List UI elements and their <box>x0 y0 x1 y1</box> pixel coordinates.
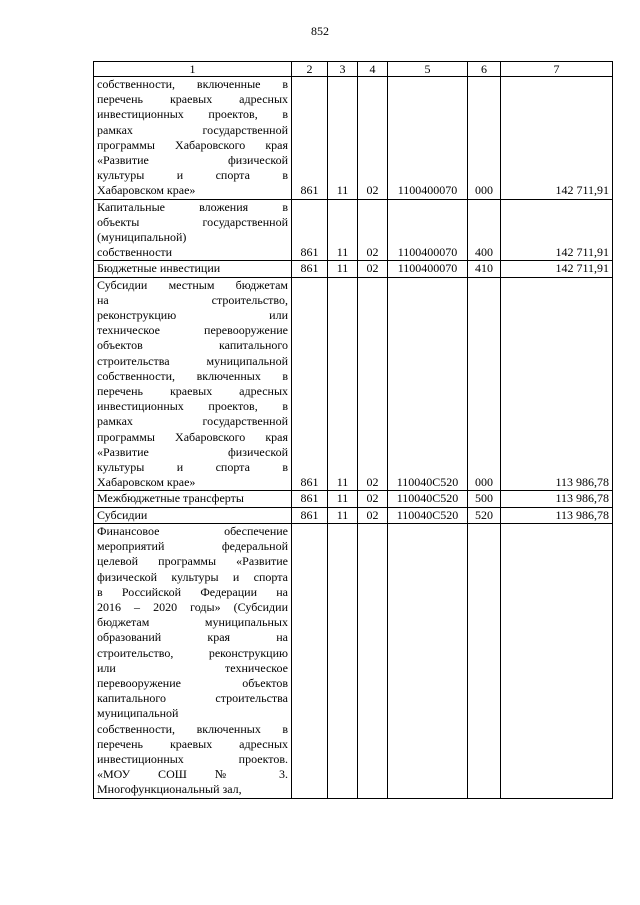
table-row <box>94 277 613 491</box>
row-description <box>94 523 292 798</box>
description-line: на строительство, <box>97 292 288 307</box>
row-description <box>94 277 292 491</box>
cell-amount <box>501 523 613 798</box>
cell-amount: 142 711,91 <box>501 261 613 277</box>
description-line: «МОУ СОШ № 3. <box>97 767 288 782</box>
description-line: Субсидии <box>97 507 148 522</box>
cell-section: 11 <box>328 507 358 523</box>
description-line: рамках государственной <box>97 414 288 429</box>
cell-expense-type <box>468 523 501 798</box>
description-line: объектов капитального <box>97 338 288 353</box>
header-row <box>94 62 613 77</box>
cell-subsection: 02 <box>358 491 388 507</box>
description-line: Хабаровском крае» <box>97 475 196 490</box>
table-row <box>94 261 613 277</box>
description-line: «Развитие физической <box>97 444 288 459</box>
description-line: программы Хабаровского края <box>97 137 288 152</box>
description-line: рамках государственной <box>97 122 288 137</box>
cell-expense-type: 500 <box>468 491 501 507</box>
row-description <box>94 491 292 507</box>
cell-chapter: 861 <box>292 77 328 200</box>
description-line: «Развитие физической <box>97 153 288 168</box>
row-description <box>94 507 292 523</box>
cell-target-article: 1100400070 <box>388 199 468 261</box>
cell-subsection: 02 <box>358 261 388 277</box>
description-line: инвестиционных проектов, в <box>97 107 288 122</box>
cell-target-article: 110040С520 <box>388 491 468 507</box>
description-line: объекты государственной <box>97 214 288 229</box>
cell-chapter: 861 <box>292 491 328 507</box>
description-line: культуры и спорта в <box>97 168 288 183</box>
cell-amount: 113 986,78 <box>501 277 613 491</box>
cell-chapter <box>292 523 328 798</box>
col-header-2: 2 <box>292 62 328 77</box>
cell-subsection: 02 <box>358 199 388 261</box>
description-line: строительства муниципальной <box>97 353 288 368</box>
cell-target-article: 110040С520 <box>388 507 468 523</box>
description-line: (муниципальной) <box>97 230 187 245</box>
col-header-7: 7 <box>501 62 613 77</box>
description-line: бюджетам муниципальных <box>97 615 288 630</box>
budget-table <box>93 61 613 799</box>
cell-chapter: 861 <box>292 261 328 277</box>
description-line: перечень краевых адресных <box>97 384 288 399</box>
cell-target-article: 1100400070 <box>388 77 468 200</box>
cell-section: 11 <box>328 199 358 261</box>
description-line: инвестиционных проектов. <box>97 751 288 766</box>
col-header-6: 6 <box>468 62 501 77</box>
cell-expense-type: 000 <box>468 277 501 491</box>
description-line: строительство, реконструкцию <box>97 645 288 660</box>
col-header-4: 4 <box>358 62 388 77</box>
description-line: муниципальной <box>97 706 179 721</box>
description-line: или техническое <box>97 660 288 675</box>
description-line: мероприятий федеральной <box>97 539 288 554</box>
cell-expense-type: 520 <box>468 507 501 523</box>
description-line: техническое перевооружение <box>97 323 288 338</box>
description-line: перечень краевых адресных <box>97 92 288 107</box>
description-line: собственности, включенных в <box>97 368 288 383</box>
description-line: 2016 – 2020 годы» (Субсидии <box>97 599 288 614</box>
col-header-1: 1 <box>94 62 292 77</box>
cell-subsection: 02 <box>358 507 388 523</box>
table-row <box>94 77 613 200</box>
cell-amount: 142 711,91 <box>501 199 613 261</box>
cell-amount: 113 986,78 <box>501 507 613 523</box>
cell-section <box>328 523 358 798</box>
description-line: Финансовое обеспечение <box>97 523 288 538</box>
page-number: 852 <box>311 24 329 38</box>
description-line: Межбюджетные трансферты <box>97 491 244 506</box>
description-line: перевооружение объектов <box>97 675 288 690</box>
description-line: капитального строительства <box>97 691 288 706</box>
cell-chapter: 861 <box>292 507 328 523</box>
description-line: целевой программы «Развитие <box>97 554 288 569</box>
description-line: инвестиционных проектов, в <box>97 399 288 414</box>
description-line: программы Хабаровского края <box>97 429 288 444</box>
row-description <box>94 77 292 200</box>
cell-subsection <box>358 523 388 798</box>
cell-amount: 113 986,78 <box>501 491 613 507</box>
cell-section: 11 <box>328 77 358 200</box>
description-line: собственности, включенных в <box>97 721 288 736</box>
description-line: культуры и спорта в <box>97 460 288 475</box>
cell-target-article: 110040С520 <box>388 277 468 491</box>
description-line: Бюджетные инвестиции <box>97 261 221 276</box>
table-row <box>94 491 613 507</box>
cell-expense-type: 400 <box>468 199 501 261</box>
table-row <box>94 507 613 523</box>
cell-section: 11 <box>328 491 358 507</box>
cell-expense-type: 000 <box>468 77 501 200</box>
cell-subsection: 02 <box>358 277 388 491</box>
cell-section: 11 <box>328 277 358 491</box>
cell-target-article: 1100400070 <box>388 261 468 277</box>
description-line: Многофункциональный зал, <box>97 782 242 797</box>
cell-expense-type: 410 <box>468 261 501 277</box>
description-line: собственности <box>97 245 173 260</box>
cell-subsection: 02 <box>358 77 388 200</box>
description-line: Капитальные вложения в <box>97 199 288 214</box>
table-row <box>94 199 613 261</box>
description-line: Хабаровском крае» <box>97 183 196 198</box>
col-header-3: 3 <box>328 62 358 77</box>
cell-target-article <box>388 523 468 798</box>
cell-section: 11 <box>328 261 358 277</box>
description-line: Субсидии местным бюджетам <box>97 277 288 292</box>
description-line: физической культуры и спорта <box>97 569 288 584</box>
description-line: реконструкцию или <box>97 308 288 323</box>
cell-chapter: 861 <box>292 277 328 491</box>
row-description <box>94 261 292 277</box>
cell-amount: 142 711,91 <box>501 77 613 200</box>
col-header-5: 5 <box>388 62 468 77</box>
table-row <box>94 523 613 798</box>
description-line: собственности, включенные в <box>97 77 288 91</box>
description-line: перечень краевых адресных <box>97 736 288 751</box>
row-description <box>94 199 292 261</box>
table-body <box>94 77 613 799</box>
cell-chapter: 861 <box>292 199 328 261</box>
description-line: образований края на <box>97 630 288 645</box>
description-line: в Российской Федерации на <box>97 584 288 599</box>
